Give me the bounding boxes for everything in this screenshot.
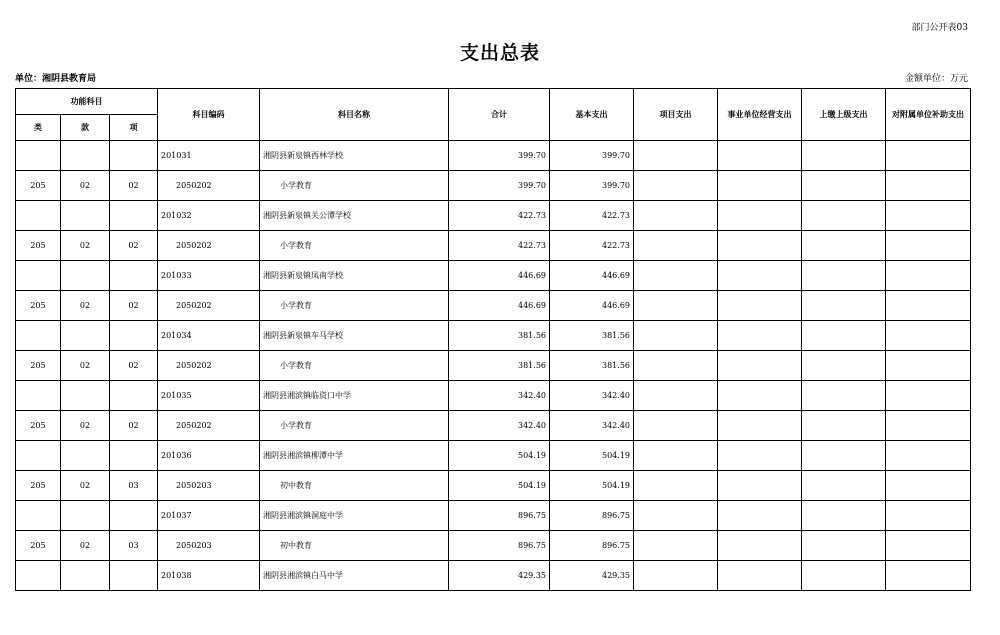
- cell-kuan: [61, 501, 110, 531]
- header-total: 合计: [449, 89, 550, 141]
- cell-total: 896.75: [449, 531, 550, 561]
- cell-upper: [802, 501, 886, 531]
- cell-subsidy: [886, 201, 971, 231]
- cell-kuan: 02: [61, 531, 110, 561]
- cell-basic: 896.75: [550, 531, 634, 561]
- cell-business: [718, 291, 802, 321]
- cell-project: [634, 141, 718, 171]
- table-row: [16, 441, 971, 471]
- cell-name: 湘阴县新泉镇西林学校: [260, 141, 449, 171]
- cell-business: [718, 441, 802, 471]
- table-row: [16, 171, 971, 201]
- cell-basic: 446.69: [550, 261, 634, 291]
- cell-subsidy: [886, 351, 971, 381]
- cell-xiang: [110, 441, 158, 471]
- cell-basic: 504.19: [550, 471, 634, 501]
- cell-upper: [802, 231, 886, 261]
- cell-basic: 381.56: [550, 321, 634, 351]
- table-row: [16, 471, 971, 501]
- cell-upper: [802, 291, 886, 321]
- cell-subsidy: [886, 141, 971, 171]
- cell-kuan: 02: [61, 411, 110, 441]
- cell-name: 小学教育: [260, 231, 449, 261]
- cell-lei: 205: [16, 471, 61, 501]
- cell-kuan: [61, 321, 110, 351]
- expenditure-table: [15, 88, 971, 591]
- cell-xiang: 02: [110, 171, 158, 201]
- header-upper: 上缴上级支出: [802, 89, 886, 141]
- cell-total: 381.56: [449, 321, 550, 351]
- cell-code: 2050202: [158, 231, 260, 261]
- cell-upper: [802, 531, 886, 561]
- cell-kuan: [61, 261, 110, 291]
- cell-lei: 205: [16, 291, 61, 321]
- cell-kuan: [61, 141, 110, 171]
- cell-kuan: 02: [61, 471, 110, 501]
- cell-name: 小学教育: [260, 291, 449, 321]
- cell-code: 2050202: [158, 291, 260, 321]
- table-row: [16, 291, 971, 321]
- header-lei: 类: [16, 115, 61, 141]
- cell-subsidy: [886, 381, 971, 411]
- cell-basic: 399.70: [550, 171, 634, 201]
- cell-subsidy: [886, 261, 971, 291]
- cell-code: 201034: [158, 321, 260, 351]
- cell-project: [634, 171, 718, 201]
- cell-name: 初中教育: [260, 471, 449, 501]
- header-basic: 基本支出: [550, 89, 634, 141]
- cell-subsidy: [886, 501, 971, 531]
- cell-name: 小学教育: [260, 351, 449, 381]
- cell-upper: [802, 561, 886, 591]
- cell-lei: [16, 441, 61, 471]
- cell-lei: 205: [16, 351, 61, 381]
- cell-name: 湘阴县湘滨镇临资口中学: [260, 381, 449, 411]
- table-body: [16, 141, 971, 591]
- form-code: 部门公开表03: [911, 23, 968, 33]
- cell-lei: [16, 501, 61, 531]
- cell-total: 446.69: [449, 261, 550, 291]
- amount-unit-label: 金额单位：万元: [904, 74, 968, 84]
- cell-upper: [802, 441, 886, 471]
- cell-lei: [16, 561, 61, 591]
- cell-lei: [16, 381, 61, 411]
- header-project: 项目支出: [634, 89, 718, 141]
- cell-business: [718, 501, 802, 531]
- cell-project: [634, 321, 718, 351]
- cell-code: 201038: [158, 561, 260, 591]
- header-func-subject: 功能科目: [16, 89, 158, 115]
- cell-project: [634, 501, 718, 531]
- cell-project: [634, 411, 718, 441]
- header-business: 事业单位经营支出: [718, 89, 802, 141]
- cell-upper: [802, 351, 886, 381]
- cell-business: [718, 321, 802, 351]
- table-row: [16, 351, 971, 381]
- cell-name: 湘阴县湘滨镇洞庭中学: [260, 501, 449, 531]
- cell-lei: [16, 321, 61, 351]
- table-row: [16, 231, 971, 261]
- cell-project: [634, 441, 718, 471]
- cell-total: 399.70: [449, 171, 550, 201]
- unit-label: 单位：湘阴县教育局: [15, 74, 97, 84]
- cell-xiang: [110, 261, 158, 291]
- cell-upper: [802, 141, 886, 171]
- cell-project: [634, 351, 718, 381]
- cell-total: 342.40: [449, 411, 550, 441]
- header-subsidy: 对附属单位补助支出: [886, 89, 971, 141]
- header-code: 科目编码: [158, 89, 260, 141]
- cell-kuan: 02: [61, 231, 110, 261]
- cell-basic: 896.75: [550, 501, 634, 531]
- header-xiang: 项: [110, 115, 158, 141]
- cell-code: 201031: [158, 141, 260, 171]
- table-row: [16, 321, 971, 351]
- cell-business: [718, 171, 802, 201]
- cell-basic: 446.69: [550, 291, 634, 321]
- cell-upper: [802, 471, 886, 501]
- table-header: [16, 89, 971, 141]
- cell-kuan: [61, 561, 110, 591]
- cell-business: [718, 261, 802, 291]
- cell-kuan: 02: [61, 171, 110, 201]
- cell-project: [634, 471, 718, 501]
- cell-xiang: [110, 561, 158, 591]
- cell-project: [634, 291, 718, 321]
- cell-business: [718, 141, 802, 171]
- cell-code: 201032: [158, 201, 260, 231]
- cell-project: [634, 531, 718, 561]
- cell-business: [718, 531, 802, 561]
- cell-basic: 504.19: [550, 441, 634, 471]
- cell-total: 896.75: [449, 501, 550, 531]
- page-title: 支出总表: [459, 42, 540, 64]
- cell-code: 201035: [158, 381, 260, 411]
- cell-subsidy: [886, 171, 971, 201]
- cell-subsidy: [886, 561, 971, 591]
- cell-code: 201037: [158, 501, 260, 531]
- cell-subsidy: [886, 411, 971, 441]
- cell-code: 201033: [158, 261, 260, 291]
- cell-xiang: [110, 141, 158, 171]
- cell-total: 429.35: [449, 561, 550, 591]
- cell-total: 422.73: [449, 231, 550, 261]
- cell-kuan: [61, 201, 110, 231]
- cell-basic: 422.73: [550, 231, 634, 261]
- cell-kuan: [61, 441, 110, 471]
- cell-lei: 205: [16, 531, 61, 561]
- cell-xiang: 03: [110, 531, 158, 561]
- cell-total: 504.19: [449, 441, 550, 471]
- table-row: [16, 561, 971, 591]
- cell-subsidy: [886, 291, 971, 321]
- cell-business: [718, 471, 802, 501]
- cell-total: 446.69: [449, 291, 550, 321]
- cell-xiang: 02: [110, 231, 158, 261]
- header-name: 科目名称: [260, 89, 449, 141]
- cell-total: 342.40: [449, 381, 550, 411]
- cell-kuan: [61, 381, 110, 411]
- cell-name: 湘阴县新泉镇车马学校: [260, 321, 449, 351]
- cell-xiang: [110, 321, 158, 351]
- cell-code: 201036: [158, 441, 260, 471]
- cell-name: 湘阴县湘滨镇白马中学: [260, 561, 449, 591]
- table-row: [16, 531, 971, 561]
- cell-xiang: [110, 381, 158, 411]
- cell-basic: 381.56: [550, 351, 634, 381]
- table-row: [16, 201, 971, 231]
- cell-project: [634, 261, 718, 291]
- table-row: [16, 501, 971, 531]
- cell-project: [634, 381, 718, 411]
- cell-basic: 342.40: [550, 381, 634, 411]
- cell-lei: 205: [16, 411, 61, 441]
- cell-xiang: 03: [110, 471, 158, 501]
- cell-xiang: 02: [110, 291, 158, 321]
- cell-kuan: 02: [61, 291, 110, 321]
- cell-name: 初中教育: [260, 531, 449, 561]
- cell-xiang: 02: [110, 411, 158, 441]
- cell-name: 小学教育: [260, 171, 449, 201]
- cell-code: 2050203: [158, 471, 260, 501]
- cell-basic: 422.73: [550, 201, 634, 231]
- cell-lei: 205: [16, 171, 61, 201]
- cell-upper: [802, 201, 886, 231]
- cell-business: [718, 411, 802, 441]
- cell-lei: 205: [16, 231, 61, 261]
- cell-xiang: 02: [110, 351, 158, 381]
- cell-basic: 399.70: [550, 141, 634, 171]
- cell-name: 湘阴县新泉镇关公潭学校: [260, 201, 449, 231]
- cell-lei: [16, 201, 61, 231]
- cell-subsidy: [886, 231, 971, 261]
- table-row: [16, 261, 971, 291]
- cell-name: 小学教育: [260, 411, 449, 441]
- cell-total: 381.56: [449, 351, 550, 381]
- cell-basic: 342.40: [550, 411, 634, 441]
- cell-upper: [802, 171, 886, 201]
- cell-total: 399.70: [449, 141, 550, 171]
- cell-xiang: [110, 501, 158, 531]
- cell-project: [634, 231, 718, 261]
- table-row: [16, 381, 971, 411]
- cell-total: 422.73: [449, 201, 550, 231]
- cell-business: [718, 381, 802, 411]
- cell-subsidy: [886, 441, 971, 471]
- cell-code: 2050202: [158, 351, 260, 381]
- cell-name: 湘阴县新泉镇凤南学校: [260, 261, 449, 291]
- cell-subsidy: [886, 471, 971, 501]
- cell-project: [634, 201, 718, 231]
- cell-code: 2050203: [158, 531, 260, 561]
- header-kuan: 款: [61, 115, 110, 141]
- cell-business: [718, 201, 802, 231]
- cell-upper: [802, 261, 886, 291]
- cell-upper: [802, 321, 886, 351]
- cell-upper: [802, 411, 886, 441]
- cell-subsidy: [886, 321, 971, 351]
- cell-business: [718, 231, 802, 261]
- cell-lei: [16, 261, 61, 291]
- cell-upper: [802, 381, 886, 411]
- cell-code: 2050202: [158, 411, 260, 441]
- cell-code: 2050202: [158, 171, 260, 201]
- cell-basic: 429.35: [550, 561, 634, 591]
- cell-xiang: [110, 201, 158, 231]
- cell-kuan: 02: [61, 351, 110, 381]
- cell-subsidy: [886, 531, 971, 561]
- cell-total: 504.19: [449, 471, 550, 501]
- cell-business: [718, 351, 802, 381]
- cell-name: 湘阴县湘滨镇柳潭中学: [260, 441, 449, 471]
- cell-business: [718, 561, 802, 591]
- cell-lei: [16, 141, 61, 171]
- table-row: [16, 141, 971, 171]
- cell-project: [634, 561, 718, 591]
- table-row: [16, 411, 971, 441]
